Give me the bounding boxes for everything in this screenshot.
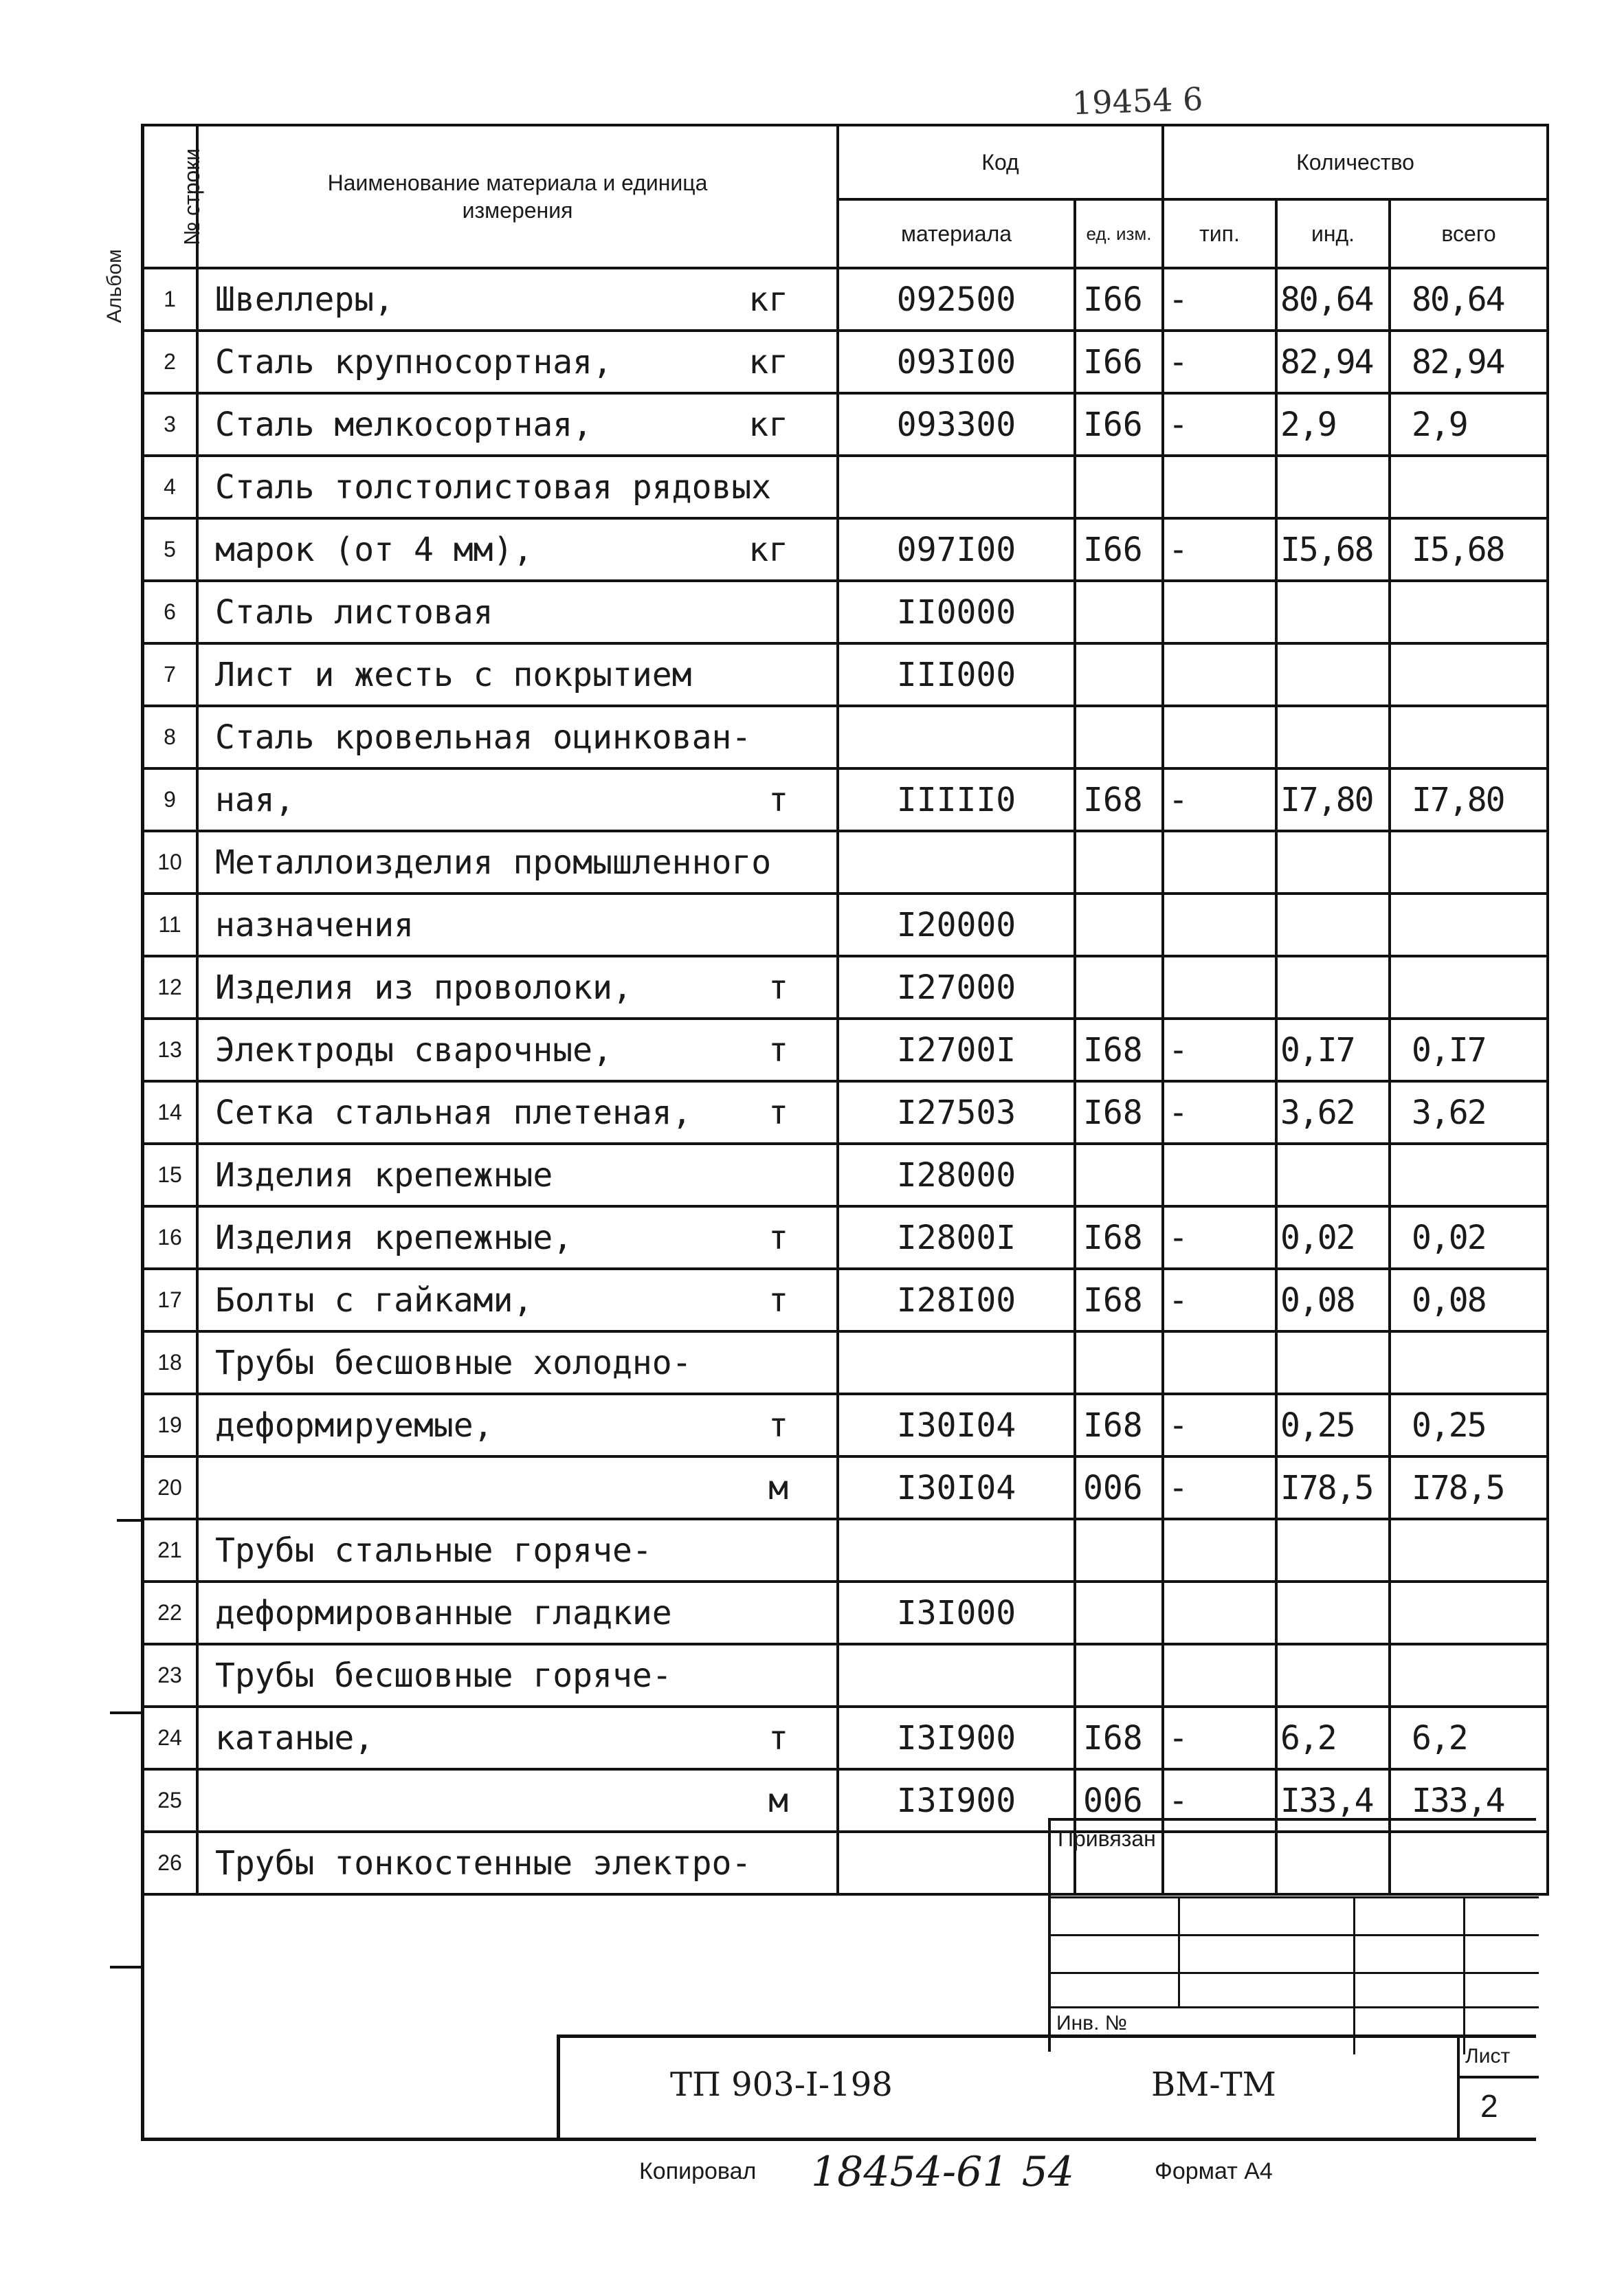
quantity-total: I5,68 [1390,518,1548,581]
material-name: Изделия крепежные [215,1155,553,1195]
quantity-ind [1276,1519,1390,1582]
material-name-cell [197,581,838,643]
material-name-cell [197,1394,838,1456]
material-name-cell [197,1644,838,1707]
table-row [142,1019,1548,1081]
material-name-cell [197,1081,838,1144]
row-number: 9 [142,768,197,831]
material-code: III000 [838,643,1075,706]
unit-code [1075,831,1163,894]
quantity-typ [1163,706,1276,768]
quantity-total [1390,581,1548,643]
row-number: 23 [142,1644,197,1707]
material-code: I27503 [838,1081,1075,1144]
row-number: 14 [142,1081,197,1144]
quantity-typ: - [1163,1081,1276,1144]
table-row [142,831,1548,894]
binding-line [1051,1896,1539,1898]
table-row [142,768,1548,831]
header-q-typ: тип. [1163,199,1276,268]
unit-code: I68 [1075,1707,1163,1769]
margin-tick [110,1711,144,1714]
header-q-total: всего [1390,199,1548,268]
quantity-typ: - [1163,1456,1276,1519]
row-number: 17 [142,1269,197,1331]
material-name-cell [197,1206,838,1269]
table-row [142,1644,1548,1707]
material-name: марок (от 4 мм), [215,530,533,569]
unit-code: I68 [1075,768,1163,831]
format-label: Формат А4 [1155,2158,1273,2184]
material-name-cell [197,768,838,831]
unit-code [1075,643,1163,706]
quantity-ind: 0,25 [1276,1394,1390,1456]
measurement-unit: кг [748,405,788,444]
quantity-typ [1163,1331,1276,1394]
table-row [142,331,1548,393]
quantity-total: 2,9 [1390,393,1548,456]
quantity-ind [1276,894,1390,956]
quantity-typ: - [1163,1769,1276,1832]
quantity-typ: - [1163,1269,1276,1331]
header-q-ind: инд. [1276,199,1390,268]
sheet-number: 2 [1480,2088,1498,2124]
table-row [142,1394,1548,1456]
quantity-ind: 0,02 [1276,1206,1390,1269]
material-code: I30I04 [838,1456,1075,1519]
row-number: 16 [142,1206,197,1269]
measurement-unit: т [768,1030,788,1069]
material-name: Изделия из проволоки, [215,968,632,1007]
material-name: назначения [215,905,414,944]
row-number: 20 [142,1456,197,1519]
row-number: 3 [142,393,197,456]
material-code: I3I900 [838,1769,1075,1832]
material-name-cell [197,518,838,581]
quantity-total: 0,25 [1390,1394,1548,1456]
sheet-separator [1460,2076,1539,2078]
material-code [838,1644,1075,1707]
material-name-cell [197,831,838,894]
unit-code [1075,894,1163,956]
measurement-unit: т [768,780,788,819]
quantity-typ: - [1163,268,1276,331]
quantity-ind: 80,64 [1276,268,1390,331]
row-number: 19 [142,1394,197,1456]
material-name: Трубы бесшовные холодно- [215,1343,692,1382]
measurement-unit: т [768,968,788,1007]
quantity-total: 0,I7 [1390,1019,1548,1081]
header-row-number: № строки [142,125,197,268]
quantity-ind: I78,5 [1276,1456,1390,1519]
material-name: Электроды сварочные, [215,1030,612,1069]
quantity-ind: I7,80 [1276,768,1390,831]
quantity-typ: - [1163,393,1276,456]
quantity-typ [1163,894,1276,956]
material-code: II0000 [838,581,1075,643]
quantity-ind: I33,4 [1276,1769,1390,1832]
material-code [838,831,1075,894]
quantity-ind [1276,956,1390,1019]
material-code: 093I00 [838,331,1075,393]
material-name: Сталь толстолистовая рядовых [215,467,772,507]
quantity-typ: - [1163,1707,1276,1769]
measurement-unit: м [768,1468,788,1507]
material-name: Сталь кровельная оцинкован- [215,718,752,757]
margin-tick [110,1966,144,1969]
measurement-unit: кг [748,342,788,381]
row-number: 24 [142,1707,197,1769]
unit-code: I66 [1075,393,1163,456]
row-number: 22 [142,1582,197,1644]
quantity-ind [1276,1144,1390,1206]
quantity-ind [1276,831,1390,894]
material-name: Сталь крупносортная, [215,342,612,381]
unit-code [1075,956,1163,1019]
header-code-material: материала [838,199,1075,268]
unit-code: I66 [1075,268,1163,331]
material-name: Сталь мелкосортная, [215,405,593,444]
unit-code [1075,1519,1163,1582]
material-name-cell [197,706,838,768]
unit-code [1075,706,1163,768]
material-code [838,1832,1075,1894]
material-name-cell [197,1331,838,1394]
material-name-cell [197,894,838,956]
material-code: I3I900 [838,1707,1075,1769]
unit-code: 006 [1075,1456,1163,1519]
quantity-ind: I5,68 [1276,518,1390,581]
material-code: I3I000 [838,1582,1075,1644]
quantity-typ: - [1163,1019,1276,1081]
material-code: 097I00 [838,518,1075,581]
material-name-cell [197,331,838,393]
row-number: 2 [142,331,197,393]
inventory-number-label: Инв. № [1056,2012,1127,2034]
unit-code: I68 [1075,1019,1163,1081]
quantity-total [1390,956,1548,1019]
material-name: Изделия крепежные, [215,1218,573,1257]
table-row [142,1144,1548,1206]
quantity-ind: 6,2 [1276,1707,1390,1769]
binding-block [1048,1818,1536,2052]
material-code: 092500 [838,268,1075,331]
table-row [142,581,1548,643]
unit-code: I68 [1075,1081,1163,1144]
quantity-typ [1163,1582,1276,1644]
material-name-cell [197,1707,838,1769]
material-name: Трубы стальные горяче- [215,1531,652,1570]
quantity-total: I7,80 [1390,768,1548,831]
binding-line [1051,1972,1539,1974]
quantity-total: 0,08 [1390,1269,1548,1331]
quantity-typ [1163,456,1276,518]
material-code [838,456,1075,518]
quantity-total: 0,02 [1390,1206,1548,1269]
quantity-typ [1163,1144,1276,1206]
quantity-total [1390,706,1548,768]
row-number: 26 [142,1832,197,1894]
material-code: I28I00 [838,1269,1075,1331]
binding-line [1178,1896,1180,2006]
row-number: 5 [142,518,197,581]
quantity-typ [1163,581,1276,643]
material-name-cell [197,1769,838,1832]
handwritten-number: 18454-61 54 [811,2148,1074,2196]
material-code: I27000 [838,956,1075,1019]
document-code: ВМ-ТМ [1151,2065,1276,2104]
table-row [142,894,1548,956]
material-name-cell [197,1019,838,1081]
table-row [142,1519,1548,1582]
sheet-box [1457,2038,1536,2141]
table-row [142,518,1548,581]
row-number: 15 [142,1144,197,1206]
row-number: 8 [142,706,197,768]
table-row [142,1081,1548,1144]
measurement-unit: кг [748,280,788,319]
unit-code: 006 [1075,1769,1163,1832]
material-code [838,1331,1075,1394]
table-row [142,268,1548,331]
title-stamp [557,2034,1536,2141]
material-name: катаные, [215,1718,375,1758]
row-number: 12 [142,956,197,1019]
quantity-total [1390,894,1548,956]
material-name-cell [197,1269,838,1331]
copied-label: Копировал [639,2158,757,2184]
quantity-total [1390,1644,1548,1707]
side-album-label: Альбом [103,249,126,323]
quantity-total [1390,1582,1548,1644]
binding-line [1463,1896,1465,2054]
binding-label: Привязан [1058,1826,1156,1851]
row-number: 1 [142,268,197,331]
measurement-unit: т [768,1718,788,1758]
quantity-total [1390,831,1548,894]
quantity-typ: - [1163,518,1276,581]
material-name-cell [197,1144,838,1206]
quantity-total: 3,62 [1390,1081,1548,1144]
material-name-cell [197,956,838,1019]
material-name-cell [197,1832,838,1894]
material-name: Трубы бесшовные горяче- [215,1656,672,1695]
unit-code [1075,456,1163,518]
quantity-typ [1163,956,1276,1019]
measurement-unit: м [768,1781,788,1820]
material-name: Лист и жесть с покрытием [215,655,692,694]
quantity-total [1390,1519,1548,1582]
row-number: 13 [142,1019,197,1081]
material-name: Трубы тонкостенные электро- [215,1843,752,1883]
material-name-cell [197,393,838,456]
unit-code [1075,1582,1163,1644]
material-name: деформируемые, [215,1406,493,1445]
binding-line [1353,1896,1355,2054]
unit-code [1075,1644,1163,1707]
unit-code: I68 [1075,1394,1163,1456]
header-code: Код [838,125,1163,199]
quantity-total [1390,643,1548,706]
table-row [142,706,1548,768]
row-number: 11 [142,894,197,956]
quantity-typ [1163,1519,1276,1582]
material-code: I20000 [838,894,1075,956]
unit-code: I66 [1075,331,1163,393]
project-code: ТП 903-I-198 [670,2065,893,2104]
archive-number: 19454 6 [1071,80,1204,122]
unit-code [1075,1331,1163,1394]
material-code: I2800I [838,1206,1075,1269]
unit-code: I68 [1075,1206,1163,1269]
material-name: деформированные гладкие [215,1593,672,1632]
materials-rows [142,268,1548,1894]
table-row [142,393,1548,456]
material-name-cell [197,1519,838,1582]
quantity-ind: 82,94 [1276,331,1390,393]
row-number: 25 [142,1769,197,1832]
unit-code: I68 [1075,1269,1163,1331]
quantity-typ [1163,643,1276,706]
material-name: Сталь листовая [215,592,493,632]
quantity-total: 6,2 [1390,1707,1548,1769]
row-number: 10 [142,831,197,894]
table-row [142,1707,1548,1769]
header-row-1 [142,125,1548,199]
table-row [142,1456,1548,1519]
material-code: IIIII0 [838,768,1075,831]
material-name-cell [197,268,838,331]
row-number: 6 [142,581,197,643]
table-row [142,1331,1548,1394]
table-row [142,956,1548,1019]
material-name-cell [197,1582,838,1644]
material-name-cell [197,1456,838,1519]
measurement-unit: т [768,1406,788,1445]
material-code: I2700I [838,1019,1075,1081]
quantity-ind [1276,1644,1390,1707]
materials-table [141,124,1549,1896]
quantity-typ: - [1163,331,1276,393]
table-row [142,643,1548,706]
sheet-label: Лист [1465,2045,1511,2067]
quantity-total [1390,456,1548,518]
header-name: Наименование материала и единица измерения [197,125,838,268]
row-number: 4 [142,456,197,518]
unit-code: I66 [1075,518,1163,581]
material-name: Металлоизделия промышленного [215,843,772,882]
measurement-unit: кг [748,530,788,569]
quantity-ind: 0,08 [1276,1269,1390,1331]
unit-code [1075,1144,1163,1206]
table-row [142,1269,1548,1331]
quantity-ind [1276,456,1390,518]
row-number: 7 [142,643,197,706]
quantity-ind: 0,I7 [1276,1019,1390,1081]
quantity-total: 80,64 [1390,268,1548,331]
quantity-ind: 3,62 [1276,1081,1390,1144]
material-name-cell [197,643,838,706]
material-name: ная, [215,780,295,819]
measurement-unit: т [768,1280,788,1320]
material-name: Швеллеры, [215,280,394,319]
binding-line [1051,1934,1539,1936]
quantity-typ: - [1163,1206,1276,1269]
quantity-ind [1276,643,1390,706]
header-code-unit: ед. изм. [1075,199,1163,268]
quantity-typ: - [1163,768,1276,831]
material-name: Болты с гайками, [215,1280,533,1320]
row-number: 21 [142,1519,197,1582]
margin-tick [117,1519,144,1522]
quantity-total: 82,94 [1390,331,1548,393]
header-quantity: Количество [1163,125,1548,199]
table-row [142,1582,1548,1644]
quantity-ind [1276,1582,1390,1644]
material-code: 093300 [838,393,1075,456]
quantity-total [1390,1144,1548,1206]
quantity-ind [1276,706,1390,768]
quantity-total: I78,5 [1390,1456,1548,1519]
measurement-unit: т [768,1218,788,1257]
material-name-cell [197,456,838,518]
quantity-ind [1276,1331,1390,1394]
quantity-ind [1276,581,1390,643]
table-row [142,1206,1548,1269]
table-row [142,456,1548,518]
material-name: Сетка стальная плетеная, [215,1093,692,1132]
material-code: I28000 [838,1144,1075,1206]
quantity-typ: - [1163,1394,1276,1456]
binding-line [1051,2006,1539,2008]
material-code [838,1519,1075,1582]
quantity-typ [1163,1644,1276,1707]
row-number: 18 [142,1331,197,1394]
measurement-unit: т [768,1093,788,1132]
material-code: I30I04 [838,1394,1075,1456]
unit-code [1075,581,1163,643]
quantity-total: I33,4 [1390,1769,1548,1832]
quantity-total [1390,1331,1548,1394]
material-code [838,706,1075,768]
quantity-typ [1163,831,1276,894]
quantity-ind: 2,9 [1276,393,1390,456]
